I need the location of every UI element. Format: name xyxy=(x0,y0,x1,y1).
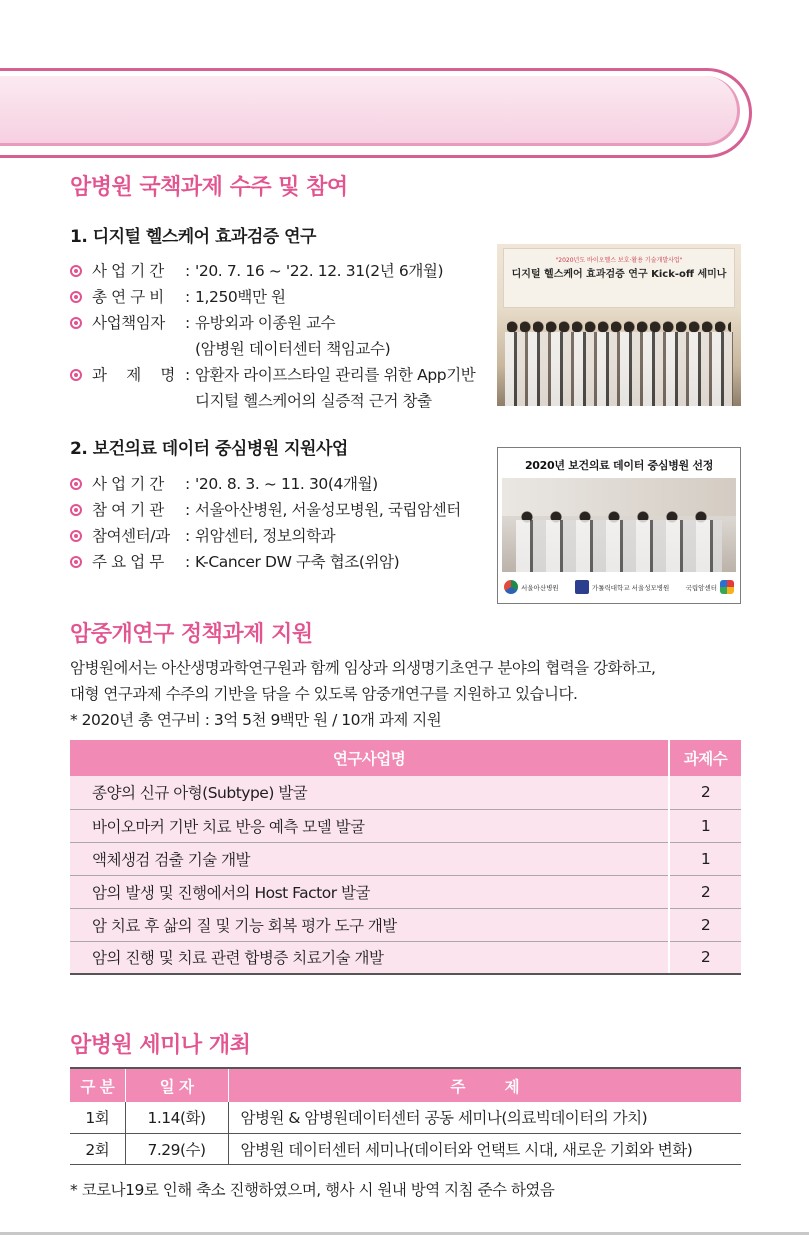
seminar-table xyxy=(70,1067,741,1165)
table-row xyxy=(70,776,741,809)
ncc-logo-icon xyxy=(720,580,734,594)
info-value-continued: (암병원 데이터센터 책임교수) xyxy=(195,340,391,358)
paragraph-line: 암병원에서는 아산생명과학연구원과 함께 임상과 의생명기초연구 분야의 협력을 강화하고, xyxy=(70,659,656,677)
table-header-row xyxy=(70,740,741,776)
meeting-photo xyxy=(502,478,736,572)
policy-paragraph xyxy=(70,655,655,733)
table-row xyxy=(70,842,741,875)
section-title-seminars: 암병원 세미나 개최 xyxy=(70,1033,251,1058)
table-header-row xyxy=(70,1068,741,1102)
info-row: 참 여 기 관 : 서울아산병원, 서울성모병원, 국립암센터 xyxy=(70,497,461,523)
project-name-cell: 종양의 신규 아형(Subtype) 발굴 xyxy=(70,776,669,809)
photo-caption: 2020년 보건의료 데이터 중심병원 선정 xyxy=(524,459,714,472)
logo-seoul-st-mary: 가톨릭대학교 서울성모병원 xyxy=(575,580,669,594)
project-count-cell: 2 xyxy=(669,875,741,908)
info-label: 과 제 명 xyxy=(92,366,175,384)
project-name-cell: 바이오마커 기반 치료 반응 예측 모델 발굴 xyxy=(70,809,669,842)
bullet-icon xyxy=(70,497,92,523)
column-header-project-name: 연구사업명 xyxy=(70,740,669,776)
logo-ncc: 국립암센터 xyxy=(686,580,734,594)
project1-info xyxy=(70,258,475,414)
bullet-icon xyxy=(70,549,92,575)
info-value-continued: 디지털 헬스케어의 실증적 근거 창출 xyxy=(195,392,432,410)
info-value: '20. 7. 16 ~ '22. 12. 31(2년 6개월) xyxy=(195,262,444,280)
info-label: 주 요 업 무 xyxy=(92,553,164,571)
section-title-translational-research: 암중개연구 정책과제 지원 xyxy=(70,622,313,647)
info-label: 참여센터/과 xyxy=(92,527,170,545)
logo-asan: 서울아산병원 xyxy=(504,580,559,594)
seminar-topic-cell: 암병원 데이터센터 세미나(데이터와 언택트 시대, 새로운 기회와 변화) xyxy=(228,1133,741,1164)
project-count-cell: 2 xyxy=(669,908,741,941)
bullet-icon xyxy=(70,284,92,310)
seminar-topic-cell: 암병원 & 암병원데이터센터 공동 세미나(의료빅데이터의 가치) xyxy=(228,1102,741,1133)
info-value: 1,250백만 원 xyxy=(195,288,286,306)
table-row xyxy=(70,1133,741,1164)
seminar-no-cell: 2회 xyxy=(70,1133,125,1164)
project-count-cell: 2 xyxy=(669,776,741,809)
project-name-cell: 암 치료 후 삶의 질 및 기능 회복 평가 도구 개발 xyxy=(70,908,669,941)
info-value: 유방외과 이종원 교수 xyxy=(195,314,336,332)
info-value: 서울아산병원, 서울성모병원, 국립암센터 xyxy=(195,501,461,519)
screen-subtitle: "2020년도 바이오헬스 보호·활용 기술개발사업" xyxy=(555,257,683,264)
asan-logo-icon xyxy=(504,580,518,594)
info-row: 주 요 업 무 : K-Cancer DW 구축 협조(위암) xyxy=(70,549,461,575)
seminar-date-cell: 1.14(화) xyxy=(125,1102,228,1133)
project1-heading: 1. 디지털 헬스케어 효과검증 연구 xyxy=(70,227,316,247)
info-label: 사 업 기 간 xyxy=(92,475,164,493)
budget-note: * 2020년 총 연구비 : 3억 5천 9백만 원 / 10개 과제 지원 xyxy=(70,711,442,729)
project2-info xyxy=(70,471,461,575)
column-header-type: 구 분 xyxy=(70,1068,125,1102)
bullet-icon xyxy=(70,362,92,388)
kickoff-seminar-photo xyxy=(497,244,741,406)
catholic-logo-icon xyxy=(575,580,589,594)
bullet-icon xyxy=(70,310,92,336)
table-row xyxy=(70,1102,741,1133)
project-name-cell: 암의 진행 및 치료 관련 합병증 치료기술 개발 xyxy=(70,941,669,974)
project-name-cell: 액체생검 검출 기술 개발 xyxy=(70,842,669,875)
info-value: '20. 8. 3. ~ 11. 30(4개월) xyxy=(195,475,378,493)
column-header-topic: 주 제 xyxy=(228,1068,741,1102)
column-header-date: 일 자 xyxy=(125,1068,228,1102)
project-count-cell: 1 xyxy=(669,842,741,875)
paragraph-line: 대형 연구과제 수주의 기반을 닦을 수 있도록 암중개연구를 지원하고 있습니다. xyxy=(70,685,578,703)
seminar-screen xyxy=(503,248,735,308)
info-value: K-Cancer DW 구축 협조(위암) xyxy=(195,553,400,571)
info-label: 사업책임자 xyxy=(92,314,165,332)
bullet-icon xyxy=(70,471,92,497)
info-row: 사 업 기 간 : '20. 7. 16 ~ '22. 12. 31(2년 6개월) xyxy=(70,258,475,284)
section-title-national-projects: 암병원 국책과제 수주 및 참여 xyxy=(70,175,348,200)
seminar-no-cell: 1회 xyxy=(70,1102,125,1133)
research-projects-table xyxy=(70,740,741,975)
info-row: 과 제 명 : 암환자 라이프스타일 관리를 위한 App기반 xyxy=(70,362,475,388)
info-row: 사 업 기 간 : '20. 8. 3. ~ 11. 30(4개월) xyxy=(70,471,461,497)
screen-title: 디지털 헬스케어 효과검증 연구 Kick-off 세미나 xyxy=(511,269,727,280)
seminar-date-cell: 7.29(수) xyxy=(125,1133,228,1164)
institution-logos xyxy=(504,576,734,598)
table-row xyxy=(70,875,741,908)
info-row: 참여센터/과 : 위암센터, 정보의학과 xyxy=(70,523,461,549)
project-count-cell: 2 xyxy=(669,941,741,974)
project-count-cell: 1 xyxy=(669,809,741,842)
table-row xyxy=(70,941,741,974)
info-label: 총 연 구 비 xyxy=(92,288,164,306)
covid-note: * 코로나19로 인해 축소 진행하였으며, 행사 시 원내 방역 지침 준수 하였음 xyxy=(70,1181,555,1199)
project-name-cell: 암의 발생 및 진행에서의 Host Factor 발굴 xyxy=(70,875,669,908)
data-hospital-photo xyxy=(497,447,741,604)
info-label: 사 업 기 간 xyxy=(92,262,164,280)
group-of-people xyxy=(505,332,733,406)
column-header-count: 과제수 xyxy=(669,740,741,776)
header-banner xyxy=(0,76,740,146)
info-value: 위암센터, 정보의학과 xyxy=(195,527,336,545)
project2-heading: 2. 보건의료 데이터 중심병원 지원사업 xyxy=(70,439,348,459)
table-row xyxy=(70,809,741,842)
info-label: 참 여 기 관 xyxy=(92,501,164,519)
table-row xyxy=(70,908,741,941)
info-value: 암환자 라이프스타일 관리를 위한 App기반 xyxy=(195,366,476,384)
bullet-icon xyxy=(70,258,92,284)
info-row: 사업책임자 : 유방외과 이종원 교수 xyxy=(70,310,475,336)
info-row: 총 연 구 비 : 1,250백만 원 xyxy=(70,284,475,310)
bullet-icon xyxy=(70,523,92,549)
